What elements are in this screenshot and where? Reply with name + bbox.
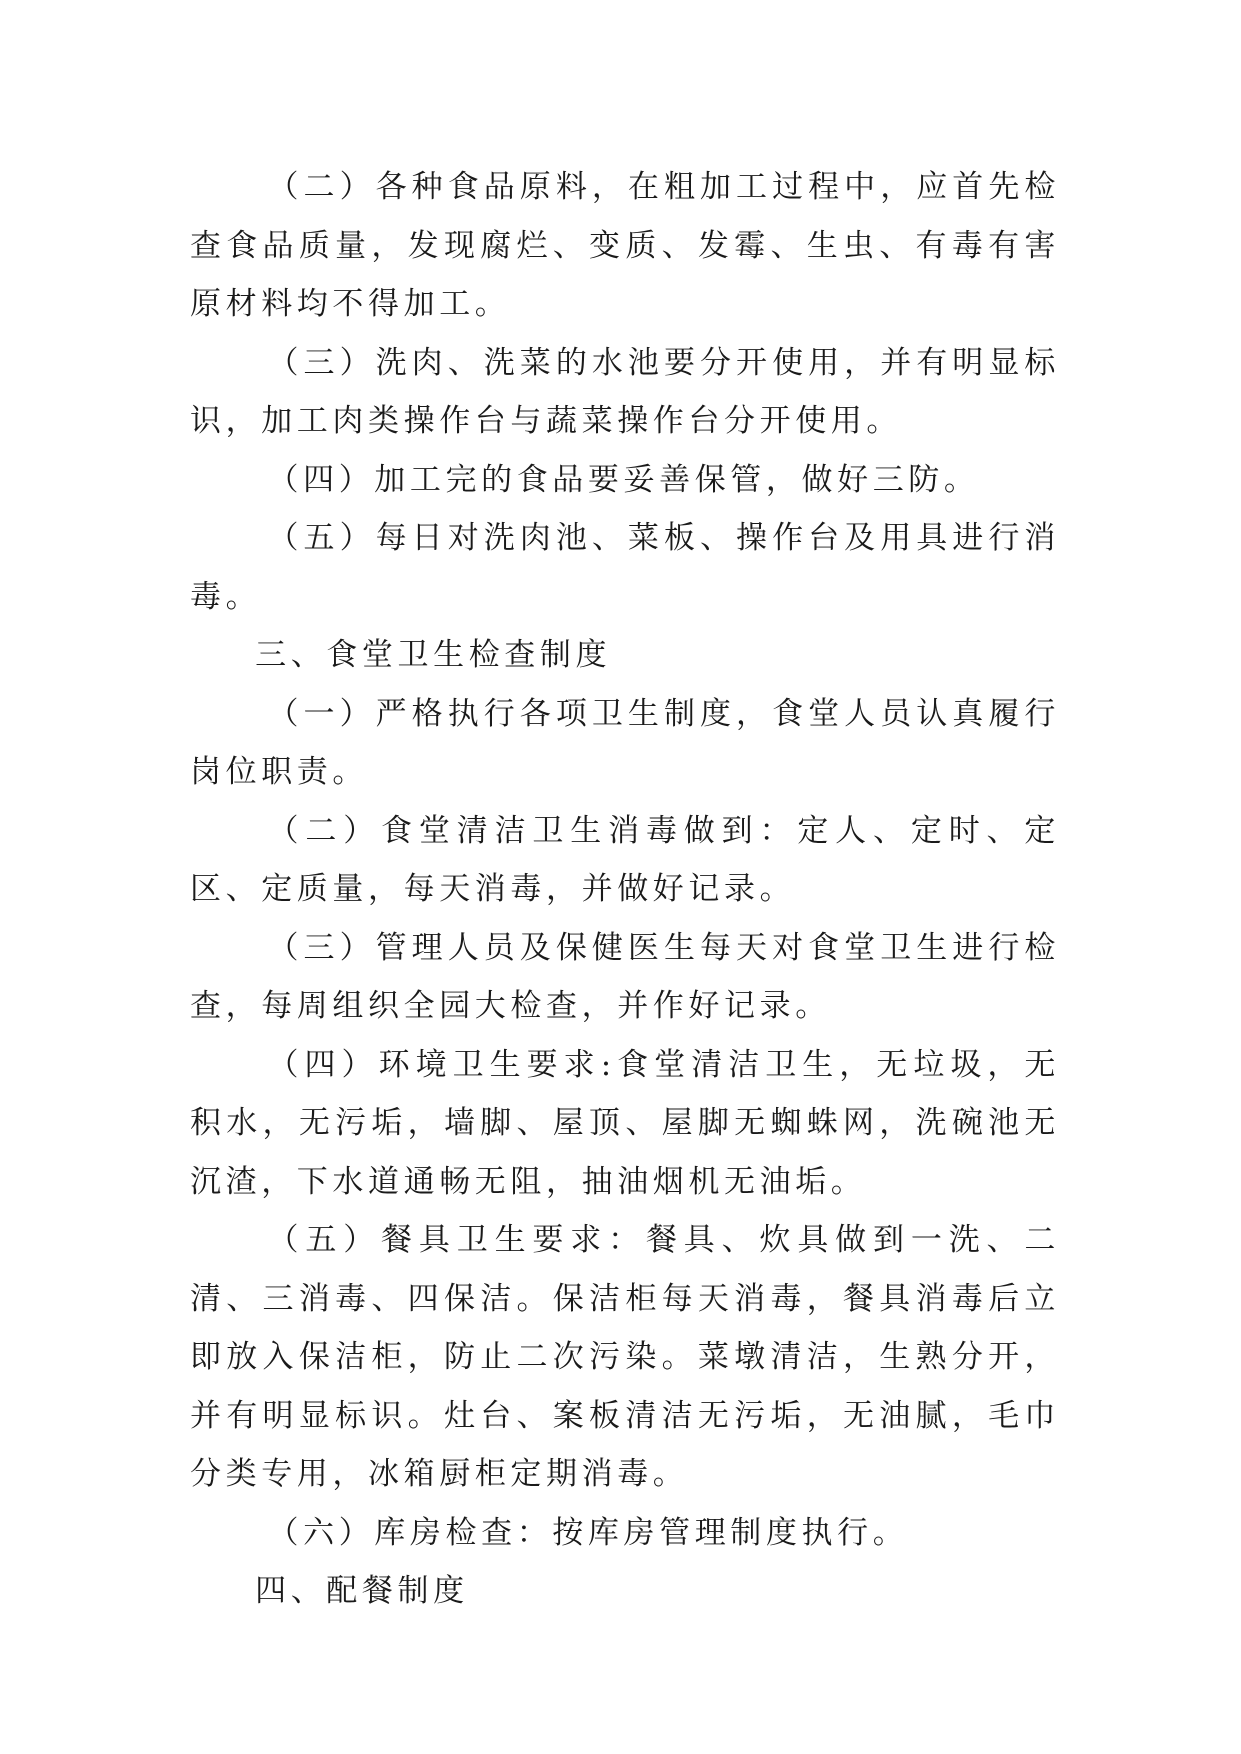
paragraph-daily-disinfection: （五）每日对洗肉池、菜板、操作台及用具进行消毒。 — [190, 520, 1060, 615]
document-body — [190, 158, 1060, 1621]
paragraph-warehouse-inspection: （六）库房检查：按库房管理制度执行。 — [267, 1514, 909, 1551]
section-heading-hygiene-inspection: 三、食堂卫生检查制度 — [255, 637, 612, 673]
paragraph-cleaning-assignment: （二）食堂清洁卫生消毒做到：定人、定时、定区、定质量，每天消毒，并做好记录。 — [190, 812, 1060, 907]
paragraph-separate-sinks: （三）洗肉、洗菜的水池要分开使用，并有明显标识，加工肉类操作台与蔬菜操作台分开使用。 — [190, 344, 1060, 439]
paragraph-management-inspection: （三）管理人员及保健医生每天对食堂卫生进行检查，每周组织全园大检查，并作好记录。 — [190, 929, 1060, 1024]
paragraph-tableware-requirements: （五）餐具卫生要求：餐具、炊具做到一洗、二清、三消毒、四保洁。保洁柜每天消毒，餐具消毒后立即放入保洁柜，防止二次污染。菜墩清洁，生熟分开，并有明显标识。灶台、案板清洁无污垢，无油腻，毛巾分类专用，冰箱厨柜定期消毒。 — [190, 1222, 1060, 1492]
paragraph-environment-requirements: （四）环境卫生要求:食堂清洁卫生，无垃圾，无积水，无污垢，墙脚、屋顶、屋脚无蜘蛛网，洗碗池无沉渣，下水道通畅无阻，抽油烟机无油垢。 — [190, 1046, 1060, 1200]
section-heading-meal-plan: 四、配餐制度 — [255, 1573, 469, 1609]
paragraph-hygiene-rules: （一）严格执行各项卫生制度，食堂人员认真履行岗位职责。 — [190, 695, 1060, 790]
paragraph-food-storage: （四）加工完的食品要妥善保管，做好三防。 — [267, 461, 980, 498]
paragraph-raw-material-inspection: （二）各种食品原料，在粗加工过程中，应首先检查食品质量，发现腐烂、变质、发霉、生虫、有毒有害原材料均不得加工。 — [190, 169, 1060, 322]
